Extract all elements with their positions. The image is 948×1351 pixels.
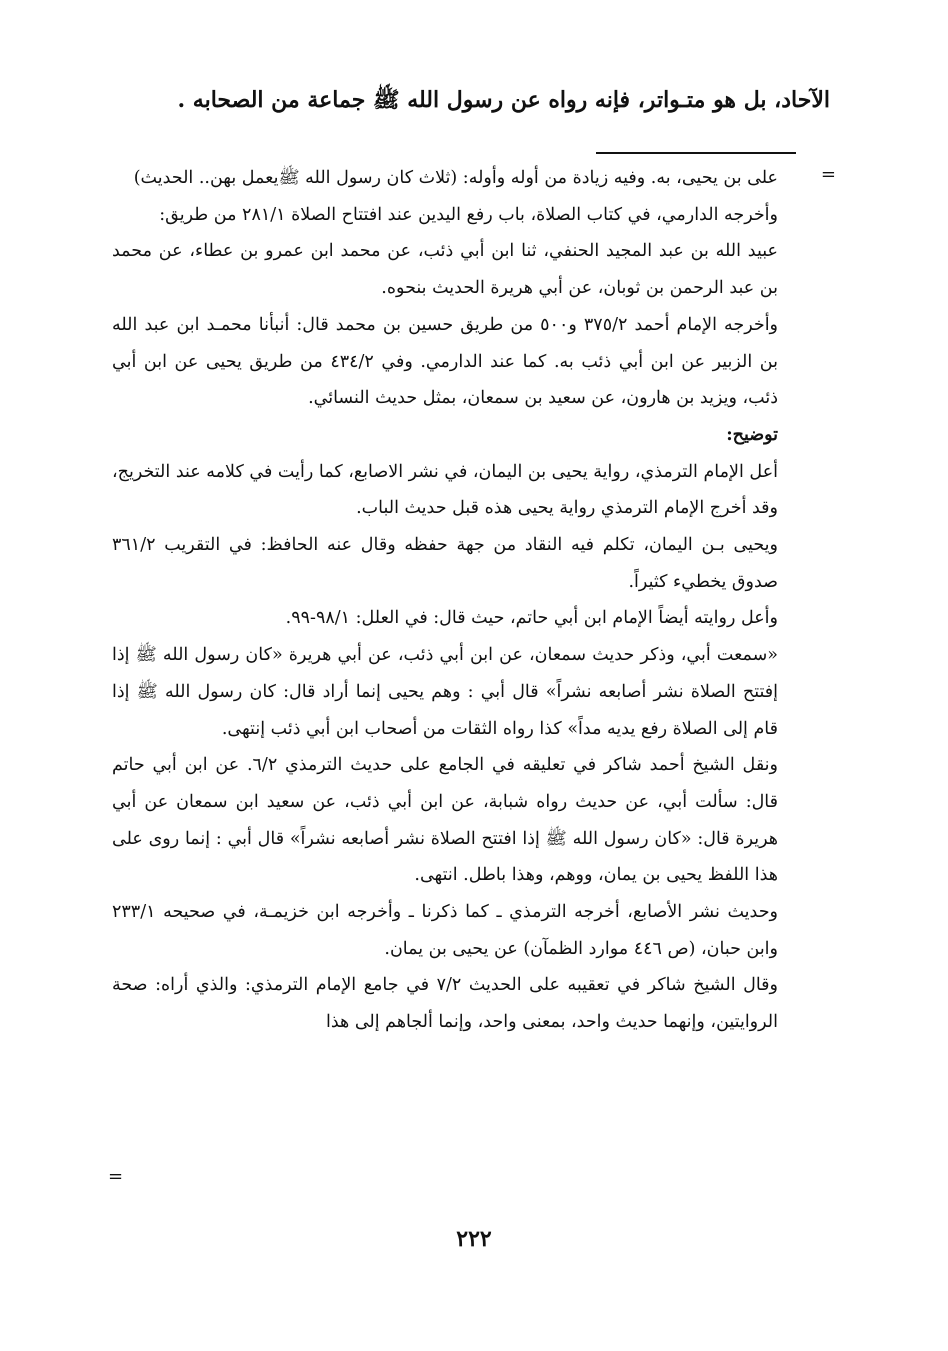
paragraph: عبيد الله بن عبد المجيد الحنفي، ثنا ابن أبي ذئب، عن محمد ابن عمرو بن عطاء، عن محمد بن عبد الرحمن بن ثوبان، عن أبي هريرة الحديث بنحوه. [112,241,778,299]
paragraph: «سمعت أبي، وذكر حديث سمعان، عن ابن أبي ذئب، عن أبي هريرة «كان رسول الله ﷺ إذا إفتتح الصلاة نشر أصابعه نشراً» قال أبي : وهم يحيى إنما أراد قال: كان رسول الله ﷺ إذا قام إلى الصلاة رفع يديه مداً» كذا رواه الثقات من أصحاب ابن أبي ذئب إنتهى. [112,645,778,739]
paragraph: أعل الإمام الترمذي، رواية يحيى بن اليمان، في نشر الاصابع، كما رأيت في كلامه عند التخريج، وقد أخرج الإمام الترمذي رواية يحيى هذه قبل حديث الباب. [112,461,778,519]
paragraph: وقال الشيخ شاكر في تعقيبه على الحديث ٧/٢ في جامع الإمام الترمذي: والذي أراه: صحة الروايتين، وإنهما حديث واحد، بمعنى واحد، وإنما ألجاهم إلى هذا [112,975,778,1033]
page-number: ٢٢٢ [456,1226,492,1252]
footnote-body [112,160,778,1041]
paragraph: وأخرجه الدارمي، في كتاب الصلاة، باب رفع اليدين عند افتتاح الصلاة ٢٨١/١ من طريق: [159,204,778,225]
paragraph: على بن يحيى، به. وفيه زيادة من أوله وأوله: (ثلاث كان رسول الله ﷺيعمل بهن.. الحديث) [133,168,778,188]
continuation-mark-end: = [108,1166,124,1187]
section-heading: توضيح: [726,424,778,445]
paragraph: ويحيى بـن اليمان، تكلم فيه النقاد من جهة حفظه وقال عنه الحافظ: في التقريب ٣٦١/٢ صدوق يخطيء كثيراً. [112,535,778,592]
continuation-mark-start: = [820,164,836,185]
paragraph: وأخرجه الإمام أحمد ٣٧٥/٢ و٥٠٠ من طريق حسين بن محمد قال: أنبأنا محمـد ابن عبد الله بن الزبير عن ابن أبي ذئب به. كما عند الدارمي. وفي ٤٣٤/٢ من طريق يحيى عن ابن أبي ذئب، ويزيد بن هارون، عن سعيد بن سمعان، بمثل حديث النسائي. [112,314,779,409]
footnote-separator-rule [596,152,796,154]
header-text-line: الآحاد، بل هو متـواتر، فإنه رواه عن رسول الله ﷺ جماعة من الصحابه . [177,87,830,113]
paragraph: وأعل روايته أيضاً الإمام ابن أبي حاتم، حيث قال: في العلل: ٩٨/١-٩٩. [285,608,778,629]
paragraph: وحديث نشر الأصابع، أخرجه الترمذي ـ كما ذكرنا ـ وأخرجه ابن خزيمـة، في صحيحه ٢٣٣/١ وابن حبان، (ص ٤٤٦ موارد الظمآن) عن يحيى بن يمان. [112,902,778,959]
paragraph: ونقل الشيخ أحمد شاكر في تعليقه في الجامع على حديث الترمذي ٦/٢. عن ابن أبي حاتم قال: سألت أبي، عن حديث رواه شبابة، عن ابن أبي ذئب، عن سعيد ابن سمعان عن أبي هريرة قال: «كان رسول الله ﷺ إذا افتتح الصلاة نشر أصابعه نشراً» قال أبي : إنما روى على هذا اللفظ يحيى بن يمان، ووهم، وهذا باطل. انتهى. [112,755,778,886]
